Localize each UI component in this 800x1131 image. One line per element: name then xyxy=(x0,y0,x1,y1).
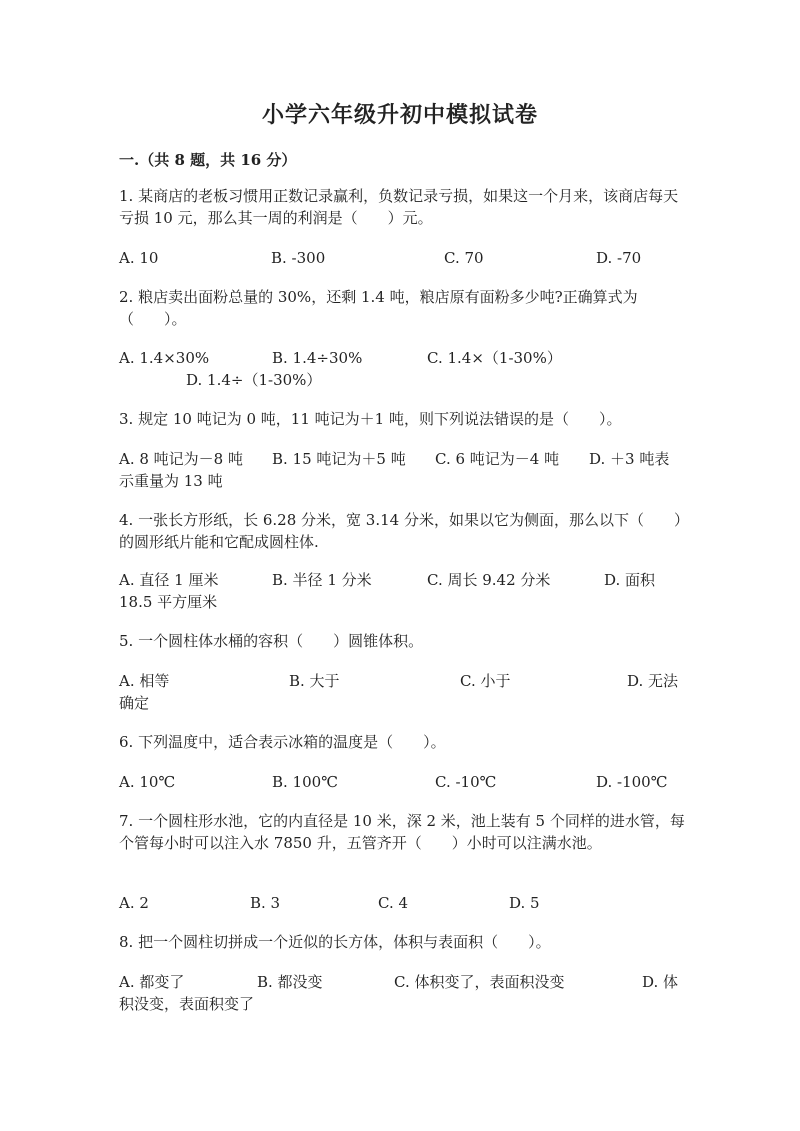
question-8-options xyxy=(119,971,689,993)
question-8-options-cont xyxy=(119,993,689,1015)
q4-option-b[interactable]: B. 半径 1 分米 xyxy=(272,571,372,589)
q1-option-b[interactable]: B. -300 xyxy=(271,249,326,267)
q7-option-a[interactable]: A. 2 xyxy=(119,894,149,912)
q4-option-a[interactable]: A. 直径 1 厘米 xyxy=(119,571,219,589)
q5-option-b[interactable]: B. 大于 xyxy=(289,672,340,690)
q2-option-c[interactable]: C. 1.4×（1-30%） xyxy=(427,349,562,367)
q3-option-d[interactable]: D. ＋3 吨表 xyxy=(589,450,670,468)
question-7-options xyxy=(119,892,689,914)
question-1-options xyxy=(119,247,689,269)
q6-option-b[interactable]: B. 100℃ xyxy=(272,773,338,791)
q3-option-b[interactable]: B. 15 吨记为＋5 吨 xyxy=(272,450,406,468)
q7-option-d[interactable]: D. 5 xyxy=(509,894,540,912)
question-4-stem: 4. 一张长方形纸，长 6.28 分米，宽 3.14 分米，如果以它为侧面，那么以下（ ）的圆形纸片能和它配成圆柱体. xyxy=(119,511,689,551)
question-6-stem: 6. 下列温度中，适合表示冰箱的温度是（ ）。 xyxy=(119,733,446,751)
q8-option-b[interactable]: B. 都没变 xyxy=(257,973,323,991)
q5-option-d[interactable]: D. 无法 xyxy=(627,672,679,690)
q1-option-d[interactable]: D. -70 xyxy=(596,249,642,267)
q1-option-a[interactable]: A. 10 xyxy=(119,249,159,267)
question-3-options xyxy=(119,448,689,470)
question-8-stem: 8. 把一个圆柱切拼成一个近似的长方体，体积与表面积（ ）。 xyxy=(119,933,551,951)
question-5-options-cont xyxy=(119,692,689,714)
q8-option-d[interactable]: D. 体 xyxy=(642,973,679,991)
q2-option-d[interactable]: D. 1.4÷（1-30%） xyxy=(186,371,322,389)
q2-option-b[interactable]: B. 1.4÷30% xyxy=(272,349,363,367)
q6-option-a[interactable]: A. 10℃ xyxy=(119,773,176,791)
q8-option-a[interactable]: A. 都变了 xyxy=(119,973,185,991)
q5-option-d-cont: 确定 xyxy=(119,694,150,712)
q7-option-b[interactable]: B. 3 xyxy=(250,894,281,912)
question-3-options-cont xyxy=(119,470,689,492)
question-1-stem: 1. 某商店的老板习惯用正数记录赢利，负数记录亏损，如果这一个月来，该商店每天亏损 10 元，那么其一周的利润是（ ）元。 xyxy=(119,187,679,227)
question-3-stem: 3. 规定 10 吨记为 0 吨，11 吨记为＋1 吨，则下列说法错误的是（ ）。 xyxy=(119,410,622,428)
q1-option-c[interactable]: C. 70 xyxy=(444,249,484,267)
q4-option-d-cont: 18.5 平方厘米 xyxy=(119,593,218,611)
question-4-options-cont xyxy=(119,591,689,613)
question-6-options xyxy=(119,771,689,793)
q6-option-d[interactable]: D. -100℃ xyxy=(596,773,668,791)
question-5-stem: 5. 一个圆柱体水桶的容积（ ）圆锥体积。 xyxy=(119,632,424,650)
q6-option-c[interactable]: C. -10℃ xyxy=(435,773,497,791)
q4-option-d[interactable]: D. 面积 xyxy=(604,571,656,589)
q3-option-c[interactable]: C. 6 吨记为－4 吨 xyxy=(435,450,560,468)
q5-option-a[interactable]: A. 相等 xyxy=(119,672,170,690)
q8-option-c[interactable]: C. 体积变了，表面积没变 xyxy=(394,973,565,991)
q8-option-d-cont: 积没变，表面积变了 xyxy=(119,995,255,1013)
question-7-stem: 7. 一个圆柱形水池，它的内直径是 10 米，深 2 米，池上装有 5 个同样的进水管，每个管每小时可以注入水 7850 升，五管齐开（ ）小时可以注满水池。 xyxy=(119,812,685,852)
question-2-options xyxy=(119,347,689,369)
question-4-options xyxy=(119,569,689,591)
section-heading: 一.（共 8 题，共 16 分） xyxy=(119,151,297,169)
question-5-options xyxy=(119,670,689,692)
q7-option-c[interactable]: C. 4 xyxy=(378,894,409,912)
question-2-stem: 2. 粮店卖出面粉总量的 30%，还剩 1.4 吨，粮店原有面粉多少吨?正确算式为（ ）。 xyxy=(119,288,638,328)
question-2-options-cont xyxy=(119,369,689,391)
q3-option-d-cont: 示重量为 13 吨 xyxy=(119,472,223,490)
q2-option-a[interactable]: A. 1.4×30% xyxy=(119,349,210,367)
exam-title: 小学六年级升初中模拟试卷 xyxy=(261,102,538,128)
q5-option-c[interactable]: C. 小于 xyxy=(460,672,511,690)
q3-option-a[interactable]: A. 8 吨记为－8 吨 xyxy=(119,450,243,468)
q4-option-c[interactable]: C. 周长 9.42 分米 xyxy=(427,571,551,589)
